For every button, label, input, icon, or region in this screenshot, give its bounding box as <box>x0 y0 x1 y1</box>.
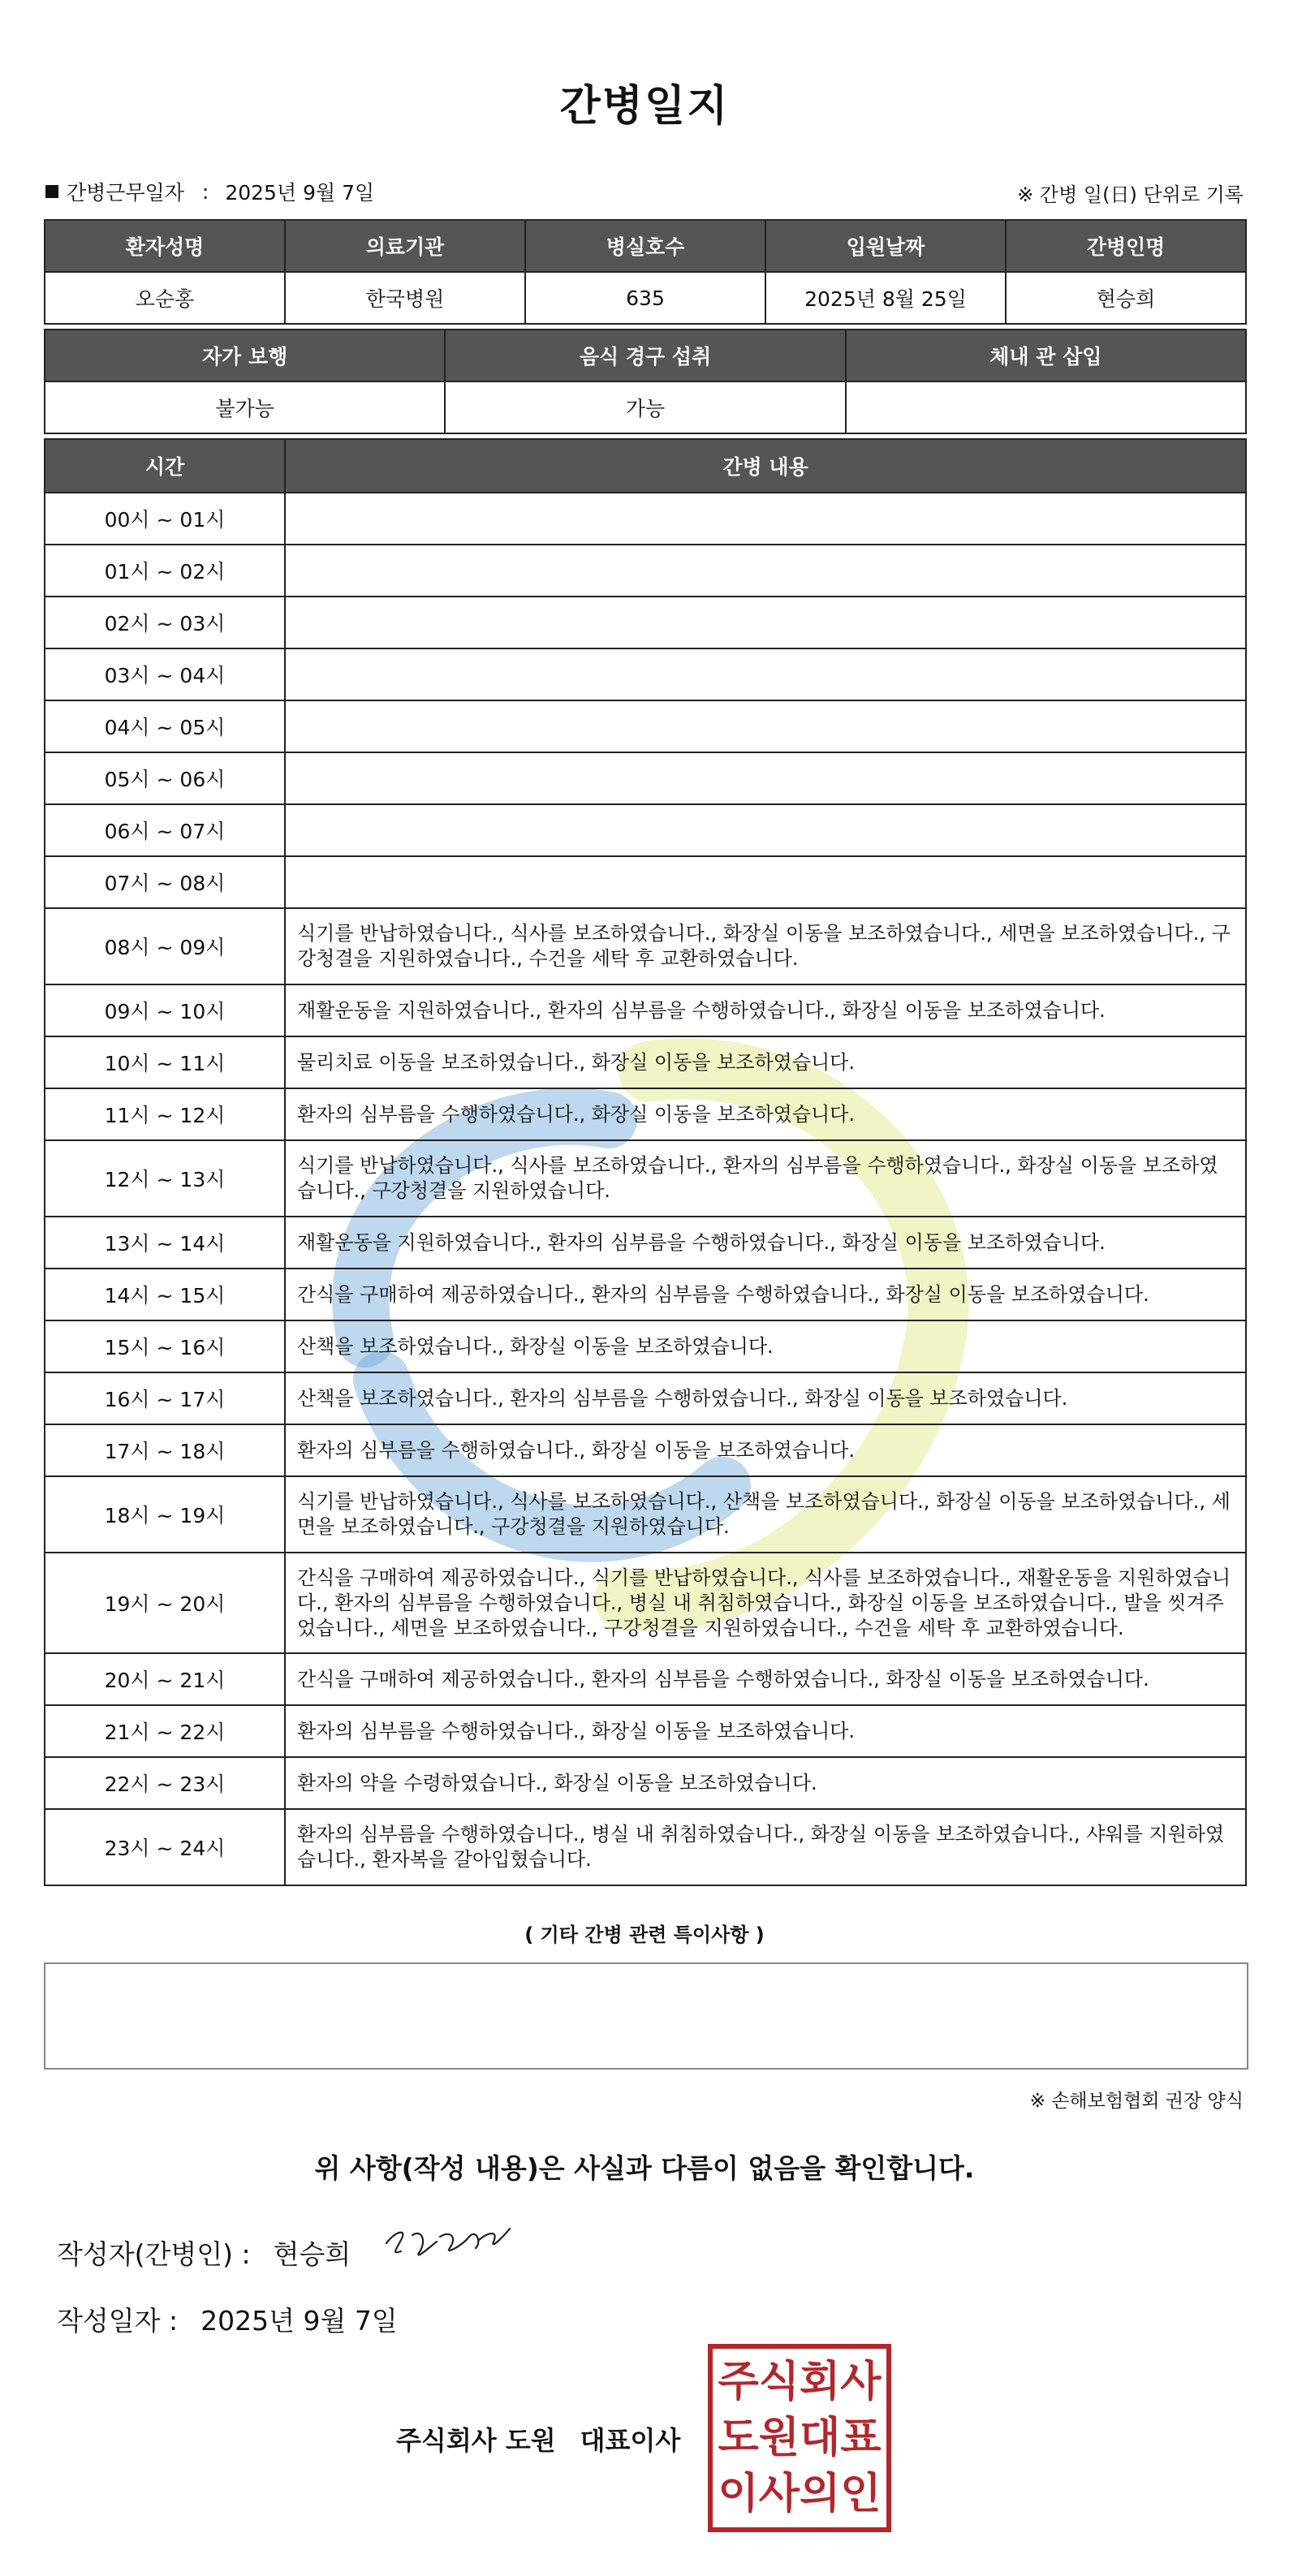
log-time: 05시 ~ 06시 <box>45 752 285 804</box>
log-time: 15시 ~ 16시 <box>45 1320 285 1372</box>
written-date-line <box>57 2300 398 2338</box>
header-patient-name: 환자성명 <box>45 220 285 272</box>
log-content <box>285 648 1246 700</box>
confirmation-statement: 위 사항(작성 내용)은 사실과 다름이 없음을 확인합니다. <box>314 2152 975 2184</box>
square-bullet-icon <box>45 185 58 198</box>
log-content <box>285 752 1246 804</box>
table-row <box>45 493 1246 545</box>
care-log-table <box>44 438 1247 1886</box>
page-title: 간병일지 <box>559 82 730 131</box>
log-time: 08시 ~ 09시 <box>45 908 285 984</box>
header-admission-date: 입원날짜 <box>765 220 1006 272</box>
log-time: 13시 ~ 14시 <box>45 1217 285 1269</box>
log-content: 간식을 구매하여 제공하였습니다., 식기를 반납하였습니다., 식사를 보조하였습니다., 재활운동을 지원하였습니다., 환자의 심부름을 수행하였습니다., 병실 내 취침하였습니다., 화장실 이동을 보조하였습니다., 발을 씻겨주었습니다., 세면을 보조하였습니다., 구강청결을 지원하였습니다., 수건을 세탁 후 교환하였습니다. <box>285 1553 1246 1653</box>
log-time: 20시 ~ 21시 <box>45 1653 285 1705</box>
log-content: 환자의 심부름을 수행하였습니다., 병실 내 취침하였습니다., 화장실 이동을 보조하였습니다., 샤워를 지원하였습니다., 환자복을 갈아입혔습니다. <box>285 1809 1246 1885</box>
admission-date: 2025년 8월 25일 <box>765 272 1006 324</box>
log-content: 환자의 심부름을 수행하였습니다., 화장실 이동을 보조하였습니다. <box>285 1424 1246 1476</box>
log-time: 02시 ~ 03시 <box>45 597 285 648</box>
header-oral-intake: 음식 경구 섭취 <box>445 330 845 381</box>
table-row <box>45 648 1246 700</box>
table-row <box>45 1757 1246 1809</box>
log-content <box>285 493 1246 545</box>
log-time: 06시 ~ 07시 <box>45 804 285 856</box>
table-row <box>45 1705 1246 1757</box>
log-time: 03시 ~ 04시 <box>45 648 285 700</box>
table-row <box>45 597 1246 648</box>
log-time: 21시 ~ 22시 <box>45 1705 285 1757</box>
tube-insertion-value <box>846 381 1246 433</box>
work-date <box>45 177 374 206</box>
patient-status-table <box>44 329 1247 434</box>
table-row <box>45 984 1246 1036</box>
work-date-value: 2025년 9월 7일 <box>225 181 375 205</box>
log-content: 재활운동을 지원하였습니다., 환자의 심부름을 수행하였습니다., 화장실 이동을 보조하였습니다. <box>285 984 1246 1036</box>
log-time: 11시 ~ 12시 <box>45 1088 285 1140</box>
oral-intake-value: 가능 <box>445 381 845 433</box>
log-content <box>285 545 1246 597</box>
header-time: 시간 <box>45 439 285 493</box>
insurance-note: ※ 손해보험협회 권장 양식 <box>1029 2091 1244 2112</box>
extra-notes-title: ( 기타 간병 관련 특이사항 ) <box>524 1923 765 1946</box>
table-row <box>45 804 1246 856</box>
log-content: 산책을 보조하였습니다., 화장실 이동을 보조하였습니다. <box>285 1320 1246 1372</box>
caregiver-name: 현승희 <box>1006 272 1246 324</box>
log-time: 14시 ~ 15시 <box>45 1269 285 1320</box>
log-content <box>285 700 1246 752</box>
table-row <box>45 545 1246 597</box>
seal-line: 주식회사 <box>718 2357 882 2406</box>
log-time: 07시 ~ 08시 <box>45 856 285 908</box>
log-time: 22시 ~ 23시 <box>45 1757 285 1809</box>
work-date-label: 간병근무일자 <box>67 181 184 205</box>
table-row <box>45 1424 1246 1476</box>
log-time: 09시 ~ 10시 <box>45 984 285 1036</box>
log-time: 00시 ~ 01시 <box>45 493 285 545</box>
table-row <box>45 1088 1246 1140</box>
table-row <box>45 1269 1246 1320</box>
patient-name: 오순홍 <box>45 272 285 324</box>
self-walking-value: 불가능 <box>45 381 445 433</box>
company-name: 주식회사 도원 <box>396 2425 556 2456</box>
log-time: 01시 ~ 02시 <box>45 545 285 597</box>
table-row <box>45 856 1246 908</box>
table-row <box>45 1809 1246 1885</box>
record-note: ※ 간병 일(日) 단위로 기록 <box>1017 183 1244 206</box>
institution: 한국병원 <box>285 272 525 324</box>
table-row <box>45 908 1246 984</box>
table-row <box>45 700 1246 752</box>
table-row <box>45 1653 1246 1705</box>
log-content <box>285 804 1246 856</box>
extra-notes-box <box>44 1962 1248 2070</box>
log-content: 환자의 약을 수령하였습니다., 화장실 이동을 보조하였습니다. <box>285 1757 1246 1809</box>
log-time: 04시 ~ 05시 <box>45 700 285 752</box>
header-care-content: 간병 내용 <box>285 439 1246 493</box>
header-room: 병실호수 <box>525 220 765 272</box>
log-content: 환자의 심부름을 수행하였습니다., 화장실 이동을 보조하였습니다. <box>285 1088 1246 1140</box>
log-content: 간식을 구매하여 제공하였습니다., 환자의 심부름을 수행하였습니다., 화장실 이동을 보조하였습니다. <box>285 1269 1246 1320</box>
log-time: 16시 ~ 17시 <box>45 1372 285 1424</box>
writer-name: 현승희 <box>273 2238 351 2270</box>
table-row <box>45 1476 1246 1553</box>
room-number: 635 <box>525 272 765 324</box>
writer-line <box>57 2234 351 2272</box>
company-seal <box>708 2344 891 2532</box>
log-content <box>285 856 1246 908</box>
log-time: 17시 ~ 18시 <box>45 1424 285 1476</box>
log-time: 10시 ~ 11시 <box>45 1036 285 1088</box>
signature <box>380 2212 518 2269</box>
seal-line: 도원대표 <box>718 2413 882 2462</box>
patient-info-table <box>44 219 1247 325</box>
header-institution: 의료기관 <box>285 220 525 272</box>
log-time: 12시 ~ 13시 <box>45 1140 285 1217</box>
header-tube-insertion: 체내 관 삽입 <box>846 330 1246 381</box>
log-content: 간식을 구매하여 제공하였습니다., 환자의 심부름을 수행하였습니다., 화장실 이동을 보조하였습니다. <box>285 1653 1246 1705</box>
table-row <box>45 1553 1246 1653</box>
company-line <box>396 2420 680 2458</box>
log-content: 물리치료 이동을 보조하였습니다., 화장실 이동을 보조하였습니다. <box>285 1036 1246 1088</box>
log-time: 19시 ~ 20시 <box>45 1553 285 1653</box>
log-content: 식기를 반납하였습니다., 식사를 보조하였습니다., 화장실 이동을 보조하였습니다., 세면을 보조하였습니다., 구강청결을 지원하였습니다., 수건을 세탁 후 교환하였습니다. <box>285 908 1246 984</box>
written-date-value: 2025년 9월 7일 <box>200 2305 398 2337</box>
log-content <box>285 597 1246 648</box>
work-date-separator: : <box>201 179 209 204</box>
log-content: 산책을 보조하였습니다., 환자의 심부름을 수행하였습니다., 화장실 이동을 보조하였습니다. <box>285 1372 1246 1424</box>
company-role: 대표이사 <box>580 2425 681 2456</box>
table-row <box>45 1036 1246 1088</box>
log-time: 23시 ~ 24시 <box>45 1809 285 1885</box>
log-time: 18시 ~ 19시 <box>45 1476 285 1553</box>
log-content: 환자의 심부름을 수행하였습니다., 화장실 이동을 보조하였습니다. <box>285 1705 1246 1757</box>
log-content: 재활운동을 지원하였습니다., 환자의 심부름을 수행하였습니다., 화장실 이동을 보조하였습니다. <box>285 1217 1246 1269</box>
table-row <box>45 1372 1246 1424</box>
written-date-label: 작성일자 : <box>57 2305 179 2337</box>
seal-line: 이사의인 <box>718 2470 882 2519</box>
writer-label: 작성자(간병인) : <box>57 2238 251 2270</box>
table-row <box>45 1140 1246 1217</box>
table-row <box>45 1320 1246 1372</box>
table-row <box>45 1217 1246 1269</box>
header-caregiver: 간병인명 <box>1006 220 1246 272</box>
log-content: 식기를 반납하였습니다., 식사를 보조하였습니다., 산책을 보조하였습니다., 화장실 이동을 보조하였습니다., 세면을 보조하였습니다., 구강청결을 지원하였습니다. <box>285 1476 1246 1553</box>
log-content: 식기를 반납하였습니다., 식사를 보조하였습니다., 환자의 심부름을 수행하였습니다., 화장실 이동을 보조하였습니다., 구강청결을 지원하였습니다. <box>285 1140 1246 1217</box>
header-self-walking: 자가 보행 <box>45 330 445 381</box>
table-row <box>45 752 1246 804</box>
